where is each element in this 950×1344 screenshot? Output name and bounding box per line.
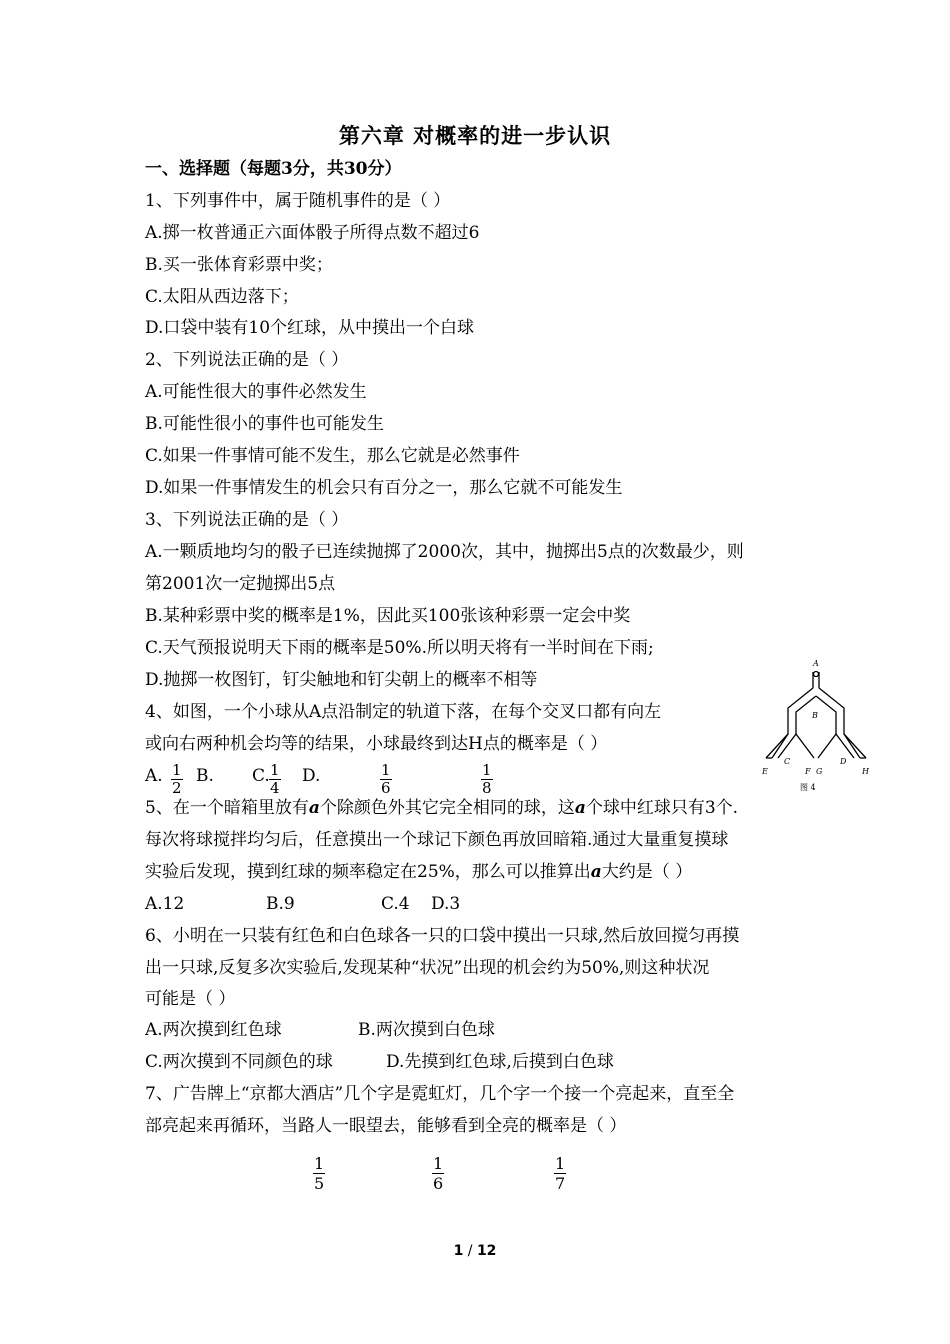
page-separator: / bbox=[463, 1243, 477, 1259]
q1-option-a: A.掷一枚普通正六面体骰子所得点数不超过6 bbox=[145, 223, 480, 243]
q4-fraction-d1 bbox=[379, 762, 393, 797]
q4-fraction-a bbox=[170, 762, 184, 797]
section-heading: 一、选择题（每题3分，共30分） bbox=[145, 159, 402, 179]
track-f bbox=[796, 734, 814, 758]
q3-option-a-line2: 第2001次一定抛掷出5点 bbox=[145, 574, 336, 594]
q1-stem: 1、下列事件中，属于随机事件的是（ ） bbox=[145, 191, 451, 211]
q2-option-d: D.如果一件事情发生的机会只有百分之一，那么它就不可能发生 bbox=[145, 478, 623, 498]
track-g bbox=[818, 734, 836, 758]
q4-fraction-d2-numerator: 1 bbox=[482, 761, 492, 779]
q7-fraction-2 bbox=[431, 1154, 445, 1193]
q4-option-a-label: A. bbox=[145, 766, 163, 786]
q4-fraction-c-numerator: 1 bbox=[270, 761, 280, 779]
q7-line1: 7、广告牌上“京都大酒店”几个字是霓虹灯，几个字一个接一个亮起来，直至全 bbox=[145, 1084, 735, 1104]
q5-line1 bbox=[145, 796, 738, 820]
label-b: B bbox=[812, 711, 818, 720]
q1-option-d: D.口袋中装有10个红球，从中摸出一个白球 bbox=[145, 318, 475, 338]
q4-fraction-c bbox=[268, 762, 282, 797]
label-c: C bbox=[784, 757, 791, 766]
q7-fraction-2-numerator: 1 bbox=[433, 1154, 444, 1173]
label-a: A bbox=[813, 659, 819, 668]
q7-fraction-2-denominator: 6 bbox=[433, 1174, 444, 1193]
q5-option-d: D.3 bbox=[431, 894, 461, 914]
ball bbox=[814, 672, 819, 677]
q7-line2: 部亮起来再循环，当路人一眼望去，能够看到全亮的概率是（ ） bbox=[145, 1116, 627, 1136]
label-e: E bbox=[762, 767, 768, 776]
q4-stem-line1: 4、如图，一个小球从A点沿制定的轨道下落，在每个交叉口都有向左 bbox=[145, 702, 662, 722]
q5-option-b: B.9 bbox=[266, 894, 295, 914]
q6-line3: 可能是（ ） bbox=[145, 989, 236, 1009]
q6-option-d: D.先摸到红色球,后摸到白色球 bbox=[386, 1052, 614, 1072]
label-h: H bbox=[862, 767, 869, 776]
q5-option-a: A.12 bbox=[145, 894, 185, 914]
label-g: G bbox=[816, 767, 823, 776]
q5-line1-mid: 个除颜色外其它完全相同的球，这 bbox=[319, 798, 575, 818]
q5-line3-pre: 实验后发现，摸到红球的频率稳定在25%，那么可以推算出 bbox=[145, 862, 591, 882]
current-page: 1 bbox=[453, 1243, 464, 1259]
q2-stem: 2、下列说法正确的是（ ） bbox=[145, 350, 349, 370]
q6-line2: 出一只球,反复多次实验后,发现某种“状况”出现的机会约为50%,则这种状况 bbox=[145, 958, 710, 978]
q6-option-a: A.两次摸到红色球 bbox=[145, 1020, 282, 1040]
q4-option-d-label: D. bbox=[302, 766, 321, 786]
q4-fraction-d1-numerator: 1 bbox=[381, 761, 391, 779]
label-f: F bbox=[805, 767, 811, 776]
q5-var-a-3: a bbox=[590, 862, 602, 882]
chapter-title: 第六章 对概率的进一步认识 bbox=[338, 123, 612, 148]
q7-fraction-3 bbox=[553, 1154, 567, 1193]
q4-stem-line2: 或向右两种机会均等的结果，小球最终到达H点的概率是（ ） bbox=[145, 734, 608, 754]
q6-line1: 6、小明在一只装有红色和白色球各一只的口袋中摸出一只球,然后放回搅匀再摸 bbox=[145, 926, 740, 946]
q5-line3 bbox=[145, 860, 692, 884]
q3-option-b: B.某种彩票中奖的概率是1%，因此买100张该种彩票一定会中奖 bbox=[145, 606, 631, 626]
q3-stem: 3、下列说法正确的是（ ） bbox=[145, 510, 349, 530]
q7-fraction-1-denominator: 5 bbox=[314, 1174, 325, 1193]
q4-option-c-label: C. bbox=[252, 766, 270, 786]
q4-option-b-label: B. bbox=[196, 766, 214, 786]
q4-fraction-d2-denominator: 8 bbox=[482, 779, 492, 797]
q5-line1-post: 个球中红球只有3个. bbox=[585, 798, 739, 818]
track-right-inner bbox=[816, 696, 836, 734]
q5-line3-post: 大约是（ ） bbox=[601, 862, 693, 882]
q1-option-b: B.买一张体育彩票中奖； bbox=[145, 255, 333, 275]
q4-fraction-a-denominator: 2 bbox=[172, 779, 182, 797]
label-d: D bbox=[840, 757, 847, 766]
q7-fraction-1-numerator: 1 bbox=[314, 1154, 325, 1173]
q5-line1-pre: 5、在一个暗箱里放有 bbox=[145, 798, 309, 818]
q4-fraction-d2 bbox=[480, 762, 494, 797]
q4-fraction-c-denominator: 4 bbox=[270, 779, 280, 797]
q4-fraction-d1-denominator: 6 bbox=[381, 779, 391, 797]
q1-option-c: C.太阳从西边落下； bbox=[145, 287, 299, 307]
q6-option-c: C.两次摸到不同颜色的球 bbox=[145, 1052, 333, 1072]
figure-caption: 图 4 bbox=[800, 783, 816, 792]
q3-option-d: D.抛掷一枚图钉，钉尖触地和钉尖朝上的概率不相等 bbox=[145, 670, 538, 690]
page-number bbox=[0, 1243, 950, 1259]
q5-option-c: C.4 bbox=[381, 894, 410, 914]
q5-line2: 每次将球搅拌均匀后，任意摸出一个球记下颜色再放回暗箱.通过大量重复摸球 bbox=[145, 830, 729, 850]
q7-fraction-3-denominator: 7 bbox=[555, 1174, 566, 1193]
q2-option-c: C.如果一件事情可能不发生，那么它就是必然事件 bbox=[145, 446, 520, 466]
q2-option-a: A.可能性很大的事件必然发生 bbox=[145, 382, 367, 402]
q6-option-b: B.两次摸到白色球 bbox=[358, 1020, 495, 1040]
q2-option-b: B.可能性很小的事件也可能发生 bbox=[145, 414, 384, 434]
q3-option-c: C.天气预报说明天下雨的概率是50%.所以明天将有一半时间在下雨; bbox=[145, 638, 654, 658]
total-pages: 12 bbox=[476, 1243, 497, 1259]
q4-fraction-a-numerator: 1 bbox=[172, 761, 182, 779]
ball-track-figure bbox=[758, 654, 882, 794]
q7-fraction-3-numerator: 1 bbox=[555, 1154, 566, 1173]
q7-fraction-1 bbox=[312, 1154, 326, 1193]
q3-option-a-line1: A.一颗质地均匀的骰子已连续抛掷了2000次，其中，抛掷出5点的次数最少，则 bbox=[145, 542, 744, 562]
q5-var-a-2: a bbox=[574, 798, 586, 818]
q5-var-a: a bbox=[308, 798, 320, 818]
